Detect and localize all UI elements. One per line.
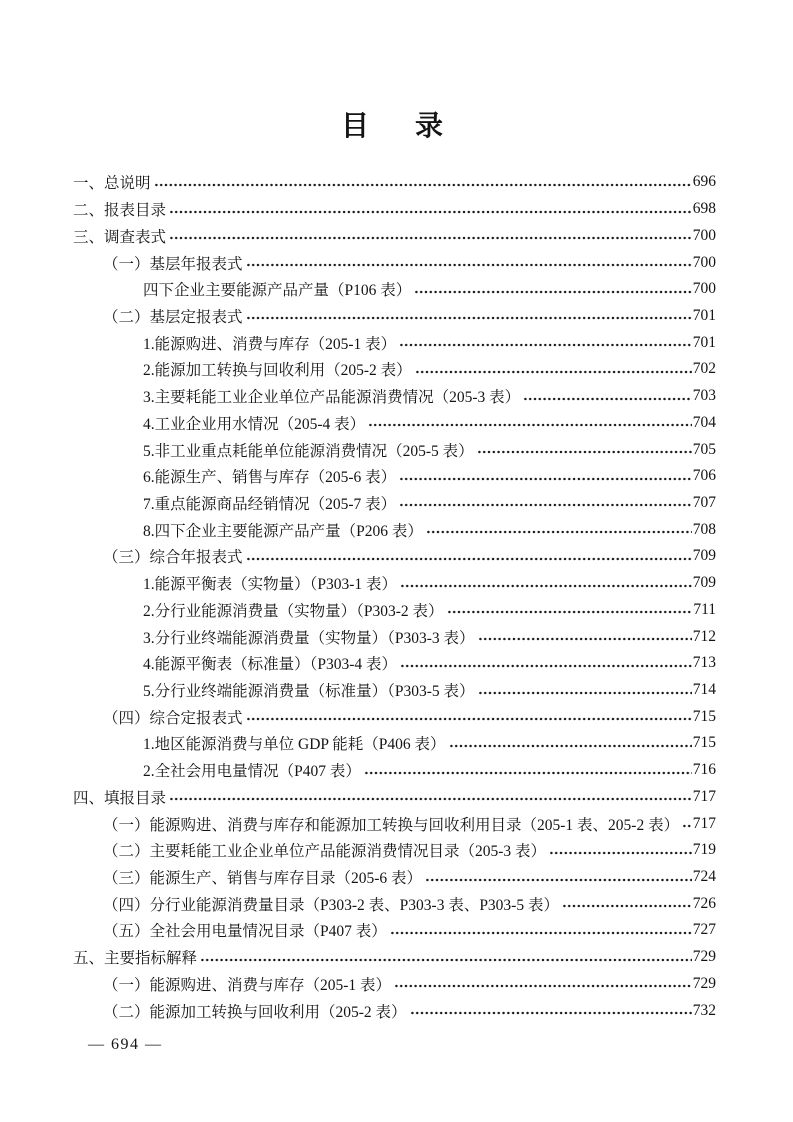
toc-dot-leader bbox=[399, 490, 692, 517]
toc-dot-leader bbox=[368, 409, 692, 436]
toc-dot-leader bbox=[415, 356, 692, 383]
toc-dot-leader bbox=[246, 703, 692, 730]
toc-entry-page: 715 bbox=[692, 734, 716, 752]
toc-dot-leader bbox=[154, 169, 692, 196]
toc-entry-label: 7.重点能源商品经销情况（205-7 表） bbox=[143, 495, 397, 513]
toc-entry-label: 一、总说明 bbox=[73, 175, 151, 193]
toc-dot-leader bbox=[410, 997, 692, 1024]
toc-entry-label: （一）能源购进、消费与库存（205-1 表） bbox=[103, 976, 392, 994]
toc-dot-leader bbox=[426, 516, 692, 543]
toc-entry bbox=[73, 196, 716, 223]
toc-dot-leader bbox=[682, 810, 692, 837]
toc-entry-label: 二、报表目录 bbox=[73, 202, 167, 220]
toc-entry bbox=[73, 597, 716, 624]
toc-entry-label: 2.能源加工转换与回收利用（205-2 表） bbox=[143, 362, 412, 380]
toc-entry-label: （一）基层年报表式 bbox=[103, 255, 243, 273]
toc-entry-label: （四）分行业能源消费量目录（P303-2 表、P303-3 表、P303-5 表） bbox=[103, 896, 559, 914]
toc-list bbox=[73, 169, 716, 1024]
toc-entry-label: 三、调查表式 bbox=[73, 228, 167, 246]
toc-dot-leader bbox=[549, 837, 692, 864]
toc-entry-page: 717 bbox=[692, 787, 716, 805]
footer-page-number: — 694 — bbox=[88, 1036, 163, 1053]
toc-dot-leader bbox=[449, 730, 692, 757]
toc-dot-leader bbox=[478, 623, 692, 650]
toc-entry bbox=[73, 276, 716, 303]
toc-entry-page: 726 bbox=[692, 894, 716, 912]
toc-entry-label: （三）能源生产、销售与库存目录（205-6 表） bbox=[103, 870, 423, 888]
toc-entry bbox=[73, 650, 716, 677]
toc-entry-page: 700 bbox=[692, 226, 716, 244]
toc-entry-label: （四）综合定报表式 bbox=[103, 709, 243, 727]
toc-entry bbox=[73, 757, 716, 784]
toc-entry bbox=[73, 917, 716, 944]
toc-entry-label: 四下企业主要能源产品产量（P106 表） bbox=[143, 282, 412, 300]
toc-entry bbox=[73, 169, 716, 196]
toc-entry-label: 3.主要耗能工业企业单位产品能源消费情况（205-3 表） bbox=[143, 389, 521, 407]
toc-entry bbox=[73, 623, 716, 650]
toc-entry bbox=[73, 784, 716, 811]
toc-entry-label: 四、填报目录 bbox=[73, 789, 167, 807]
toc-entry bbox=[73, 703, 716, 730]
toc-entry bbox=[73, 997, 716, 1024]
toc-entry-label: 2.全社会用电量情况（P407 表） bbox=[143, 763, 361, 781]
toc-entry-label: （二）主要耗能工业企业单位产品能源消费情况目录（205-3 表） bbox=[103, 843, 547, 861]
toc-entry-page: 703 bbox=[692, 387, 716, 405]
toc-entry bbox=[73, 570, 716, 597]
toc-dot-leader bbox=[169, 784, 692, 811]
toc-entry-label: 五、主要指标解释 bbox=[73, 950, 198, 968]
toc-entry-page: 709 bbox=[692, 574, 716, 592]
toc-entry bbox=[73, 730, 716, 757]
toc-entry bbox=[73, 810, 716, 837]
toc-entry-page: 714 bbox=[692, 681, 716, 699]
toc-entry-label: （三）综合年报表式 bbox=[103, 549, 243, 567]
page-title: 目 录 bbox=[340, 111, 452, 142]
toc-entry bbox=[73, 490, 716, 517]
toc-dot-leader bbox=[562, 890, 692, 917]
toc-entry-label: （二）基层定报表式 bbox=[103, 308, 243, 326]
toc-entry-page: 701 bbox=[692, 333, 716, 351]
toc-dot-leader bbox=[414, 276, 692, 303]
toc-entry-page: 732 bbox=[692, 1001, 716, 1019]
toc-dot-leader bbox=[400, 650, 692, 677]
toc-entry-page: 727 bbox=[692, 921, 716, 939]
toc-entry bbox=[73, 890, 716, 917]
toc-entry-page: 708 bbox=[692, 520, 716, 538]
toc-entry-page: 704 bbox=[692, 413, 716, 431]
toc-dot-leader bbox=[169, 222, 692, 249]
toc-entry-label: 5.分行业终端能源消费量（标准量）（P303-5 表） bbox=[143, 683, 475, 701]
toc-entry-page: 707 bbox=[692, 493, 716, 511]
toc-dot-leader bbox=[246, 543, 692, 570]
toc-entry bbox=[73, 971, 716, 998]
toc-entry-page: 712 bbox=[692, 627, 716, 645]
toc-entry-label: 4.能源平衡表（标准量）（P303-4 表） bbox=[143, 656, 398, 674]
toc-entry-page: 700 bbox=[692, 280, 716, 298]
toc-entry-label: （五）全社会用电量情况目录（P407 表） bbox=[103, 923, 387, 941]
toc-entry bbox=[73, 249, 716, 276]
toc-dot-leader bbox=[477, 436, 692, 463]
toc-entry-label: 4.工业企业用水情况（205-4 表） bbox=[143, 415, 366, 433]
toc-entry-page: 701 bbox=[692, 306, 716, 324]
toc-entry-label: 2.分行业能源消费量（实物量）（P303-2 表） bbox=[143, 602, 444, 620]
toc-entry bbox=[73, 329, 716, 356]
toc-entry-label: （一）能源购进、消费与库存和能源加工转换与回收利用目录（205-1 表、205-2 表） bbox=[103, 816, 680, 834]
toc-entry-label: 1.能源购进、消费与库存（205-1 表） bbox=[143, 335, 397, 353]
toc-entry bbox=[73, 356, 716, 383]
toc-entry bbox=[73, 303, 716, 330]
toc-entry bbox=[73, 837, 716, 864]
toc-entry bbox=[73, 222, 716, 249]
toc-entry bbox=[73, 516, 716, 543]
toc-dot-leader bbox=[478, 677, 692, 704]
toc-dot-leader bbox=[447, 597, 693, 624]
toc-dot-leader bbox=[399, 329, 692, 356]
toc-entry-page: 724 bbox=[692, 868, 716, 886]
toc-entry-page: 696 bbox=[692, 173, 716, 191]
toc-entry bbox=[73, 463, 716, 490]
toc-entry bbox=[73, 436, 716, 463]
toc-entry-label: 5.非工业重点耗能单位能源消费情况（205-5 表） bbox=[143, 442, 474, 460]
toc-entry-label: 1.地区能源消费与单位 GDP 能耗（P406 表） bbox=[143, 736, 446, 754]
toc-entry-page: 729 bbox=[692, 948, 716, 966]
toc-entry-page: 700 bbox=[692, 253, 716, 271]
toc-dot-leader bbox=[200, 944, 692, 971]
toc-dot-leader bbox=[399, 463, 692, 490]
page-footer bbox=[88, 1036, 163, 1054]
toc-dot-leader bbox=[364, 757, 692, 784]
toc-dot-leader bbox=[390, 917, 692, 944]
toc-dot-leader bbox=[246, 303, 692, 330]
toc-entry bbox=[73, 864, 716, 891]
toc-entry bbox=[73, 677, 716, 704]
toc-entry-page: 713 bbox=[692, 654, 716, 672]
toc-dot-leader bbox=[425, 864, 692, 891]
toc-entry-page: 719 bbox=[692, 841, 716, 859]
toc-dot-leader bbox=[246, 249, 692, 276]
toc-entry-page: 715 bbox=[692, 707, 716, 725]
toc-entry-page: 698 bbox=[692, 200, 716, 218]
toc-entry-page: 716 bbox=[692, 761, 716, 779]
toc-entry-page: 702 bbox=[692, 360, 716, 378]
toc-entry-page: 706 bbox=[692, 467, 716, 485]
toc-dot-leader bbox=[394, 971, 692, 998]
toc-entry-label: 6.能源生产、销售与库存（205-6 表） bbox=[143, 469, 397, 487]
toc-entry-page: 717 bbox=[692, 814, 716, 832]
toc-entry-label: 8.四下企业主要能源产品产量（P206 表） bbox=[143, 522, 423, 540]
toc-dot-leader bbox=[169, 196, 692, 223]
toc-entry-label: （二）能源加工转换与回收利用（205-2 表） bbox=[103, 1003, 407, 1021]
toc-entry bbox=[73, 543, 716, 570]
toc-entry bbox=[73, 944, 716, 971]
toc-dot-leader bbox=[523, 383, 692, 410]
toc-entry-page: 729 bbox=[692, 974, 716, 992]
toc-entry-page: 705 bbox=[692, 440, 716, 458]
toc-entry-label: 1.能源平衡表（实物量）（P303-1 表） bbox=[143, 576, 398, 594]
toc-dot-leader bbox=[400, 570, 692, 597]
toc-entry-label: 3.分行业终端能源消费量（实物量）（P303-3 表） bbox=[143, 629, 475, 647]
toc-entry-page: 709 bbox=[692, 547, 716, 565]
toc-entry bbox=[73, 409, 716, 436]
toc-entry bbox=[73, 383, 716, 410]
toc-entry-page: 711 bbox=[693, 600, 716, 618]
